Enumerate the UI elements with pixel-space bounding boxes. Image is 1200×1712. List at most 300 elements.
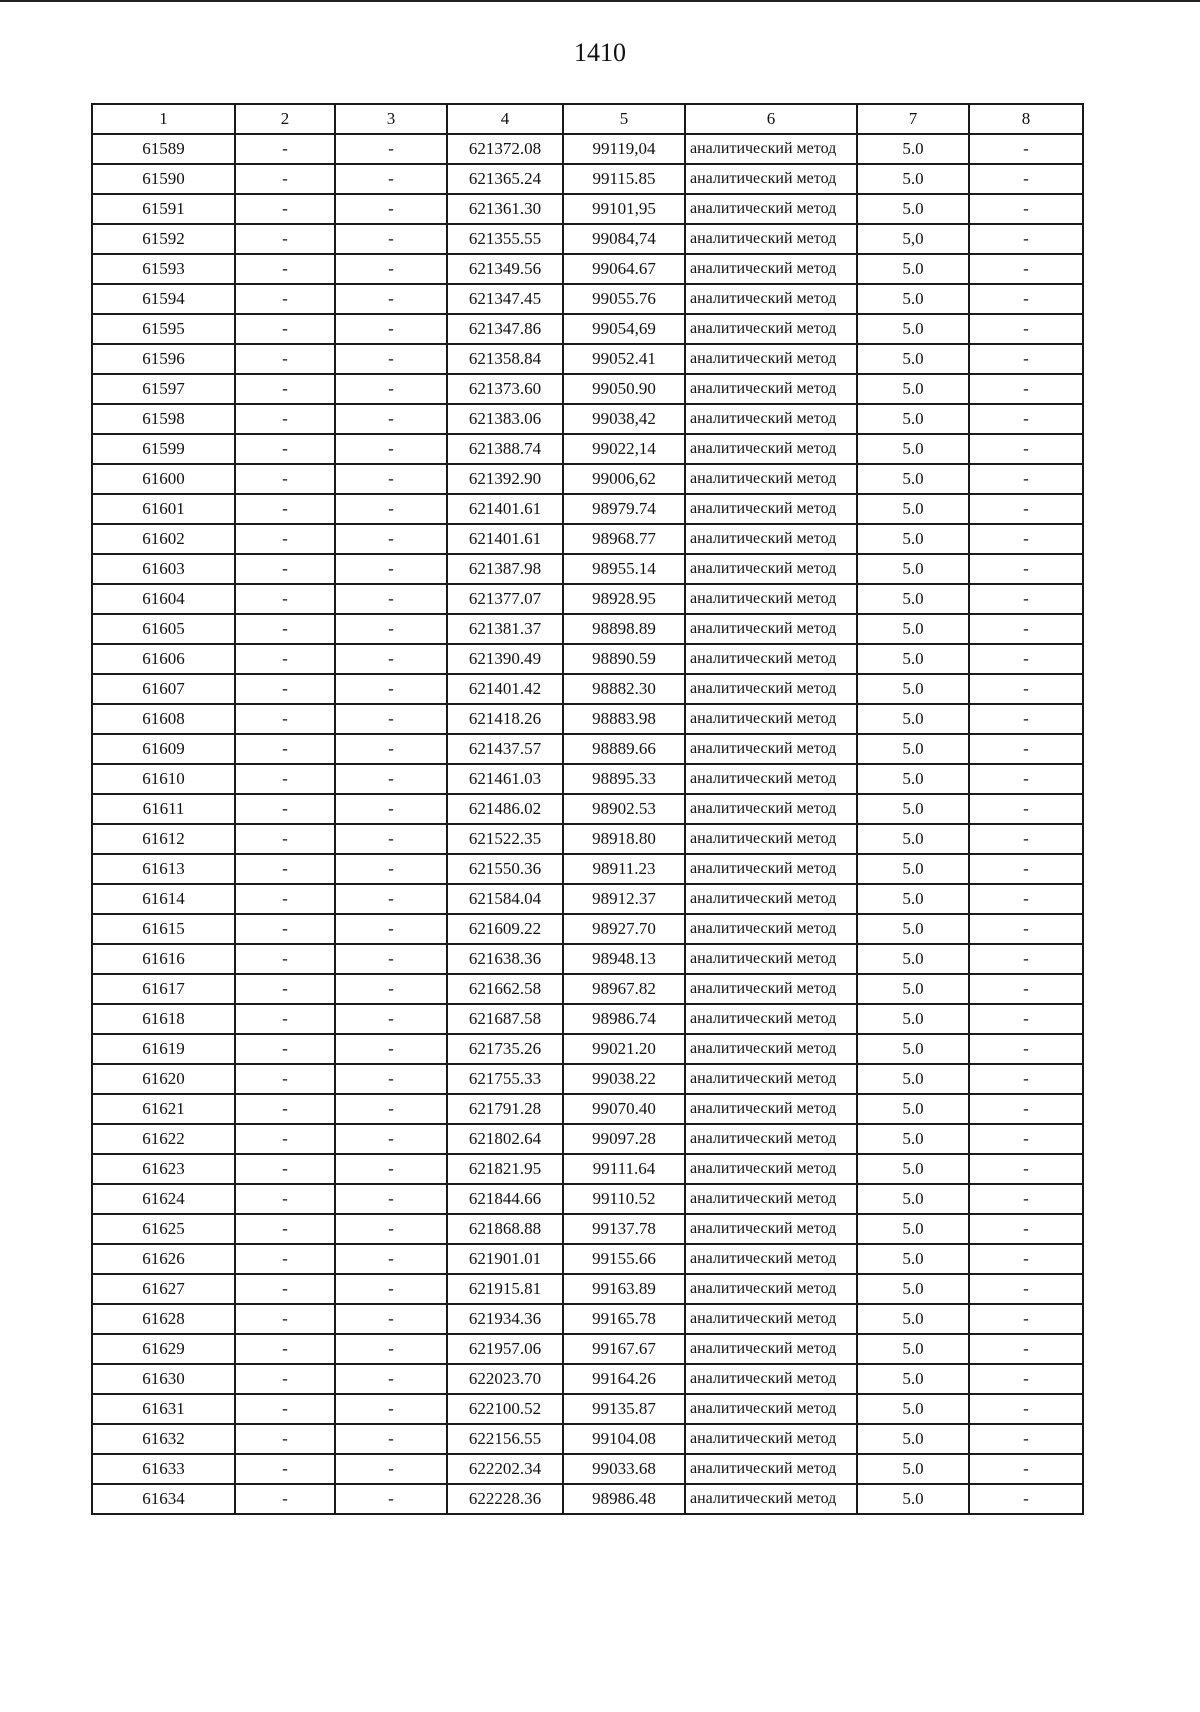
accuracy-cell: 5.0 xyxy=(857,374,969,404)
y-coordinate-cell: 99097.28 xyxy=(563,1124,685,1154)
column-3-cell: - xyxy=(335,704,447,734)
y-coordinate-cell: 98986.48 xyxy=(563,1484,685,1514)
table-row xyxy=(92,704,1083,734)
column-2-cell: - xyxy=(235,464,335,494)
point-number-cell: 61592 xyxy=(92,224,235,254)
accuracy-cell: 5.0 xyxy=(857,164,969,194)
x-coordinate-cell: 621383.06 xyxy=(447,404,563,434)
table-row xyxy=(92,1154,1083,1184)
accuracy-cell: 5.0 xyxy=(857,1094,969,1124)
column-3-cell: - xyxy=(335,1094,447,1124)
column-2-cell: - xyxy=(235,1454,335,1484)
column-3-cell: - xyxy=(335,254,447,284)
x-coordinate-cell: 621901.01 xyxy=(447,1244,563,1274)
accuracy-cell: 5.0 xyxy=(857,854,969,884)
y-coordinate-cell: 98895.33 xyxy=(563,764,685,794)
point-number-cell: 61630 xyxy=(92,1364,235,1394)
x-coordinate-cell: 621687.58 xyxy=(447,1004,563,1034)
method-cell: аналитический метод xyxy=(685,764,857,794)
accuracy-cell: 5.0 xyxy=(857,674,969,704)
table-row xyxy=(92,944,1083,974)
point-number-cell: 61595 xyxy=(92,314,235,344)
column-8-cell: - xyxy=(969,974,1083,1004)
y-coordinate-cell: 99038,42 xyxy=(563,404,685,434)
accuracy-cell: 5.0 xyxy=(857,434,969,464)
column-8-cell: - xyxy=(969,1274,1083,1304)
column-8-cell: - xyxy=(969,1244,1083,1274)
method-cell: аналитический метод xyxy=(685,374,857,404)
accuracy-cell: 5.0 xyxy=(857,1034,969,1064)
column-8-cell: - xyxy=(969,1004,1083,1034)
method-cell: аналитический метод xyxy=(685,404,857,434)
table-row xyxy=(92,1064,1083,1094)
column-3-cell: - xyxy=(335,1364,447,1394)
column-3-cell: - xyxy=(335,494,447,524)
column-3-cell: - xyxy=(335,134,447,164)
table-row xyxy=(92,1274,1083,1304)
accuracy-cell: 5.0 xyxy=(857,1124,969,1154)
x-coordinate-cell: 622156.55 xyxy=(447,1424,563,1454)
table-row xyxy=(92,1424,1083,1454)
point-number-cell: 61625 xyxy=(92,1214,235,1244)
column-8-cell: - xyxy=(969,674,1083,704)
point-number-cell: 61607 xyxy=(92,674,235,704)
method-cell: аналитический метод xyxy=(685,434,857,464)
table-row xyxy=(92,854,1083,884)
column-3-cell: - xyxy=(335,674,447,704)
column-8-cell: - xyxy=(969,1304,1083,1334)
point-number-cell: 61621 xyxy=(92,1094,235,1124)
column-2-cell: - xyxy=(235,884,335,914)
x-coordinate-cell: 621802.64 xyxy=(447,1124,563,1154)
method-cell: аналитический метод xyxy=(685,1154,857,1184)
method-cell: аналитический метод xyxy=(685,494,857,524)
column-8-cell: - xyxy=(969,734,1083,764)
point-number-cell: 61614 xyxy=(92,884,235,914)
y-coordinate-cell: 99084,74 xyxy=(563,224,685,254)
accuracy-cell: 5.0 xyxy=(857,1214,969,1244)
column-8-cell: - xyxy=(969,1154,1083,1184)
column-2-cell: - xyxy=(235,1214,335,1244)
y-coordinate-cell: 98927.70 xyxy=(563,914,685,944)
point-number-cell: 61612 xyxy=(92,824,235,854)
y-coordinate-cell: 98928.95 xyxy=(563,584,685,614)
y-coordinate-cell: 99155.66 xyxy=(563,1244,685,1274)
x-coordinate-cell: 621358.84 xyxy=(447,344,563,374)
accuracy-cell: 5.0 xyxy=(857,494,969,524)
method-cell: аналитический метод xyxy=(685,854,857,884)
point-number-cell: 61593 xyxy=(92,254,235,284)
method-cell: аналитический метод xyxy=(685,914,857,944)
x-coordinate-cell: 621957.06 xyxy=(447,1334,563,1364)
method-cell: аналитический метод xyxy=(685,554,857,584)
table-row xyxy=(92,674,1083,704)
method-cell: аналитический метод xyxy=(685,1214,857,1244)
point-number-cell: 61602 xyxy=(92,524,235,554)
x-coordinate-cell: 621461.03 xyxy=(447,764,563,794)
accuracy-cell: 5.0 xyxy=(857,1394,969,1424)
method-cell: аналитический метод xyxy=(685,254,857,284)
accuracy-cell: 5.0 xyxy=(857,1274,969,1304)
column-8-cell: - xyxy=(969,524,1083,554)
column-3-cell: - xyxy=(335,1424,447,1454)
y-coordinate-cell: 99022,14 xyxy=(563,434,685,464)
table-row xyxy=(92,1004,1083,1034)
accuracy-cell: 5.0 xyxy=(857,1424,969,1454)
x-coordinate-cell: 622228.36 xyxy=(447,1484,563,1514)
point-number-cell: 61597 xyxy=(92,374,235,404)
column-8-cell: - xyxy=(969,224,1083,254)
method-cell: аналитический метод xyxy=(685,674,857,704)
column-8-cell: - xyxy=(969,914,1083,944)
accuracy-cell: 5.0 xyxy=(857,1064,969,1094)
point-number-cell: 61603 xyxy=(92,554,235,584)
x-coordinate-cell: 621934.36 xyxy=(447,1304,563,1334)
point-number-cell: 61633 xyxy=(92,1454,235,1484)
column-8-cell: - xyxy=(969,1124,1083,1154)
point-number-cell: 61611 xyxy=(92,794,235,824)
x-coordinate-cell: 621550.36 xyxy=(447,854,563,884)
column-2-cell: - xyxy=(235,1034,335,1064)
column-header: 4 xyxy=(447,104,563,134)
method-cell: аналитический метод xyxy=(685,1484,857,1514)
table-row xyxy=(92,884,1083,914)
column-2-cell: - xyxy=(235,134,335,164)
column-2-cell: - xyxy=(235,764,335,794)
column-header: 7 xyxy=(857,104,969,134)
column-8-cell: - xyxy=(969,1034,1083,1064)
column-8-cell: - xyxy=(969,794,1083,824)
column-header: 8 xyxy=(969,104,1083,134)
method-cell: аналитический метод xyxy=(685,1064,857,1094)
point-number-cell: 61634 xyxy=(92,1484,235,1514)
column-3-cell: - xyxy=(335,404,447,434)
table-row xyxy=(92,734,1083,764)
accuracy-cell: 5.0 xyxy=(857,734,969,764)
x-coordinate-cell: 621662.58 xyxy=(447,974,563,1004)
column-2-cell: - xyxy=(235,164,335,194)
column-3-cell: - xyxy=(335,884,447,914)
table-row xyxy=(92,1454,1083,1484)
table-row xyxy=(92,1304,1083,1334)
accuracy-cell: 5.0 xyxy=(857,1244,969,1274)
column-3-cell: - xyxy=(335,1004,447,1034)
column-3-cell: - xyxy=(335,554,447,584)
point-number-cell: 61590 xyxy=(92,164,235,194)
method-cell: аналитический метод xyxy=(685,584,857,614)
column-2-cell: - xyxy=(235,1484,335,1514)
point-number-cell: 61606 xyxy=(92,644,235,674)
column-8-cell: - xyxy=(969,254,1083,284)
column-2-cell: - xyxy=(235,944,335,974)
accuracy-cell: 5.0 xyxy=(857,1184,969,1214)
method-cell: аналитический метод xyxy=(685,794,857,824)
column-2-cell: - xyxy=(235,344,335,374)
column-8-cell: - xyxy=(969,584,1083,614)
column-3-cell: - xyxy=(335,344,447,374)
column-8-cell: - xyxy=(969,884,1083,914)
column-header: 2 xyxy=(235,104,335,134)
column-3-cell: - xyxy=(335,314,447,344)
y-coordinate-cell: 99054,69 xyxy=(563,314,685,344)
column-8-cell: - xyxy=(969,1394,1083,1424)
column-8-cell: - xyxy=(969,464,1083,494)
point-number-cell: 61626 xyxy=(92,1244,235,1274)
method-cell: аналитический метод xyxy=(685,164,857,194)
column-8-cell: - xyxy=(969,614,1083,644)
column-3-cell: - xyxy=(335,1484,447,1514)
y-coordinate-cell: 99038.22 xyxy=(563,1064,685,1094)
point-number-cell: 61599 xyxy=(92,434,235,464)
y-coordinate-cell: 98889.66 xyxy=(563,734,685,764)
y-coordinate-cell: 98883.98 xyxy=(563,704,685,734)
table-row xyxy=(92,584,1083,614)
table-row xyxy=(92,494,1083,524)
point-number-cell: 61629 xyxy=(92,1334,235,1364)
column-8-cell: - xyxy=(969,404,1083,434)
y-coordinate-cell: 99021.20 xyxy=(563,1034,685,1064)
method-cell: аналитический метод xyxy=(685,344,857,374)
y-coordinate-cell: 99165.78 xyxy=(563,1304,685,1334)
column-8-cell: - xyxy=(969,344,1083,374)
column-3-cell: - xyxy=(335,1064,447,1094)
table-row xyxy=(92,404,1083,434)
accuracy-cell: 5.0 xyxy=(857,1004,969,1034)
column-2-cell: - xyxy=(235,1094,335,1124)
point-number-cell: 61610 xyxy=(92,764,235,794)
y-coordinate-cell: 99111.64 xyxy=(563,1154,685,1184)
column-8-cell: - xyxy=(969,1064,1083,1094)
x-coordinate-cell: 621821.95 xyxy=(447,1154,563,1184)
accuracy-cell: 5.0 xyxy=(857,1154,969,1184)
column-3-cell: - xyxy=(335,1304,447,1334)
column-3-cell: - xyxy=(335,1244,447,1274)
column-2-cell: - xyxy=(235,584,335,614)
column-3-cell: - xyxy=(335,194,447,224)
method-cell: аналитический метод xyxy=(685,134,857,164)
accuracy-cell: 5,0 xyxy=(857,224,969,254)
x-coordinate-cell: 621437.57 xyxy=(447,734,563,764)
y-coordinate-cell: 98898.89 xyxy=(563,614,685,644)
table-row xyxy=(92,224,1083,254)
column-2-cell: - xyxy=(235,644,335,674)
column-3-cell: - xyxy=(335,914,447,944)
column-8-cell: - xyxy=(969,854,1083,884)
x-coordinate-cell: 621791.28 xyxy=(447,1094,563,1124)
table-body xyxy=(92,134,1083,1514)
column-8-cell: - xyxy=(969,704,1083,734)
column-2-cell: - xyxy=(235,554,335,584)
table-row xyxy=(92,344,1083,374)
table-row xyxy=(92,794,1083,824)
column-8-cell: - xyxy=(969,314,1083,344)
column-header: 5 xyxy=(563,104,685,134)
x-coordinate-cell: 622100.52 xyxy=(447,1394,563,1424)
column-2-cell: - xyxy=(235,704,335,734)
table-row xyxy=(92,194,1083,224)
x-coordinate-cell: 621387.98 xyxy=(447,554,563,584)
y-coordinate-cell: 98967.82 xyxy=(563,974,685,1004)
column-3-cell: - xyxy=(335,854,447,884)
page-number: 1410 xyxy=(574,38,626,67)
column-2-cell: - xyxy=(235,284,335,314)
accuracy-cell: 5.0 xyxy=(857,614,969,644)
column-3-cell: - xyxy=(335,1454,447,1484)
table-row xyxy=(92,1034,1083,1064)
method-cell: аналитический метод xyxy=(685,1304,857,1334)
x-coordinate-cell: 621486.02 xyxy=(447,794,563,824)
x-coordinate-cell: 621418.26 xyxy=(447,704,563,734)
y-coordinate-cell: 98890.59 xyxy=(563,644,685,674)
column-3-cell: - xyxy=(335,1214,447,1244)
x-coordinate-cell: 621522.35 xyxy=(447,824,563,854)
point-number-cell: 61598 xyxy=(92,404,235,434)
method-cell: аналитический метод xyxy=(685,1364,857,1394)
method-cell: аналитический метод xyxy=(685,1334,857,1364)
y-coordinate-cell: 99167.67 xyxy=(563,1334,685,1364)
method-cell: аналитический метод xyxy=(685,314,857,344)
accuracy-cell: 5.0 xyxy=(857,974,969,1004)
column-2-cell: - xyxy=(235,1124,335,1154)
table-row xyxy=(92,284,1083,314)
column-8-cell: - xyxy=(969,1214,1083,1244)
column-8-cell: - xyxy=(969,164,1083,194)
column-2-cell: - xyxy=(235,1244,335,1274)
column-3-cell: - xyxy=(335,584,447,614)
x-coordinate-cell: 621915.81 xyxy=(447,1274,563,1304)
method-cell: аналитический метод xyxy=(685,1274,857,1304)
x-coordinate-cell: 621392.90 xyxy=(447,464,563,494)
column-8-cell: - xyxy=(969,1424,1083,1454)
column-2-cell: - xyxy=(235,614,335,644)
table-row xyxy=(92,164,1083,194)
column-8-cell: - xyxy=(969,1484,1083,1514)
column-3-cell: - xyxy=(335,224,447,254)
column-3-cell: - xyxy=(335,614,447,644)
accuracy-cell: 5.0 xyxy=(857,914,969,944)
accuracy-cell: 5.0 xyxy=(857,1364,969,1394)
accuracy-cell: 5.0 xyxy=(857,764,969,794)
point-number-cell: 61608 xyxy=(92,704,235,734)
column-2-cell: - xyxy=(235,254,335,284)
table-row xyxy=(92,974,1083,1004)
column-8-cell: - xyxy=(969,494,1083,524)
column-8-cell: - xyxy=(969,1454,1083,1484)
accuracy-cell: 5.0 xyxy=(857,704,969,734)
column-2-cell: - xyxy=(235,974,335,1004)
column-8-cell: - xyxy=(969,1334,1083,1364)
method-cell: аналитический метод xyxy=(685,1184,857,1214)
column-8-cell: - xyxy=(969,134,1083,164)
column-2-cell: - xyxy=(235,434,335,464)
column-2-cell: - xyxy=(235,1424,335,1454)
y-coordinate-cell: 99115.85 xyxy=(563,164,685,194)
column-3-cell: - xyxy=(335,434,447,464)
point-number-cell: 61615 xyxy=(92,914,235,944)
point-number-cell: 61631 xyxy=(92,1394,235,1424)
accuracy-cell: 5.0 xyxy=(857,344,969,374)
column-8-cell: - xyxy=(969,554,1083,584)
method-cell: аналитический метод xyxy=(685,464,857,494)
point-number-cell: 61589 xyxy=(92,134,235,164)
column-3-cell: - xyxy=(335,824,447,854)
method-cell: аналитический метод xyxy=(685,1394,857,1424)
x-coordinate-cell: 621365.24 xyxy=(447,164,563,194)
method-cell: аналитический метод xyxy=(685,644,857,674)
point-number-cell: 61605 xyxy=(92,614,235,644)
x-coordinate-cell: 621638.36 xyxy=(447,944,563,974)
accuracy-cell: 5.0 xyxy=(857,284,969,314)
column-8-cell: - xyxy=(969,194,1083,224)
x-coordinate-cell: 621347.86 xyxy=(447,314,563,344)
x-coordinate-cell: 621349.56 xyxy=(447,254,563,284)
column-3-cell: - xyxy=(335,794,447,824)
y-coordinate-cell: 99164.26 xyxy=(563,1364,685,1394)
accuracy-cell: 5.0 xyxy=(857,884,969,914)
y-coordinate-cell: 98882.30 xyxy=(563,674,685,704)
x-coordinate-cell: 622023.70 xyxy=(447,1364,563,1394)
y-coordinate-cell: 99033.68 xyxy=(563,1454,685,1484)
x-coordinate-cell: 621347.45 xyxy=(447,284,563,314)
table-header-row xyxy=(92,104,1083,134)
method-cell: аналитический метод xyxy=(685,1034,857,1064)
accuracy-cell: 5.0 xyxy=(857,584,969,614)
coordinates-table xyxy=(91,103,1084,1515)
column-2-cell: - xyxy=(235,734,335,764)
y-coordinate-cell: 99052.41 xyxy=(563,344,685,374)
y-coordinate-cell: 99135.87 xyxy=(563,1394,685,1424)
table-row xyxy=(92,824,1083,854)
method-cell: аналитический метод xyxy=(685,824,857,854)
column-header: 3 xyxy=(335,104,447,134)
accuracy-cell: 5.0 xyxy=(857,944,969,974)
x-coordinate-cell: 621388.74 xyxy=(447,434,563,464)
y-coordinate-cell: 98948.13 xyxy=(563,944,685,974)
point-number-cell: 61619 xyxy=(92,1034,235,1064)
column-8-cell: - xyxy=(969,1094,1083,1124)
column-3-cell: - xyxy=(335,1124,447,1154)
column-2-cell: - xyxy=(235,794,335,824)
y-coordinate-cell: 99050.90 xyxy=(563,374,685,404)
accuracy-cell: 5.0 xyxy=(857,524,969,554)
y-coordinate-cell: 98902.53 xyxy=(563,794,685,824)
column-3-cell: - xyxy=(335,764,447,794)
method-cell: аналитический метод xyxy=(685,1124,857,1154)
table-row xyxy=(92,1214,1083,1244)
column-8-cell: - xyxy=(969,644,1083,674)
accuracy-cell: 5.0 xyxy=(857,794,969,824)
column-3-cell: - xyxy=(335,1334,447,1364)
y-coordinate-cell: 98979.74 xyxy=(563,494,685,524)
method-cell: аналитический метод xyxy=(685,1454,857,1484)
point-number-cell: 61627 xyxy=(92,1274,235,1304)
table-row xyxy=(92,524,1083,554)
point-number-cell: 61613 xyxy=(92,854,235,884)
table-row xyxy=(92,1334,1083,1364)
point-number-cell: 61624 xyxy=(92,1184,235,1214)
point-number-cell: 61623 xyxy=(92,1154,235,1184)
method-cell: аналитический метод xyxy=(685,734,857,764)
x-coordinate-cell: 621844.66 xyxy=(447,1184,563,1214)
column-8-cell: - xyxy=(969,764,1083,794)
y-coordinate-cell: 99104.08 xyxy=(563,1424,685,1454)
column-2-cell: - xyxy=(235,314,335,344)
y-coordinate-cell: 98918.80 xyxy=(563,824,685,854)
column-3-cell: - xyxy=(335,944,447,974)
column-2-cell: - xyxy=(235,854,335,884)
table-row xyxy=(92,1124,1083,1154)
y-coordinate-cell: 99101,95 xyxy=(563,194,685,224)
